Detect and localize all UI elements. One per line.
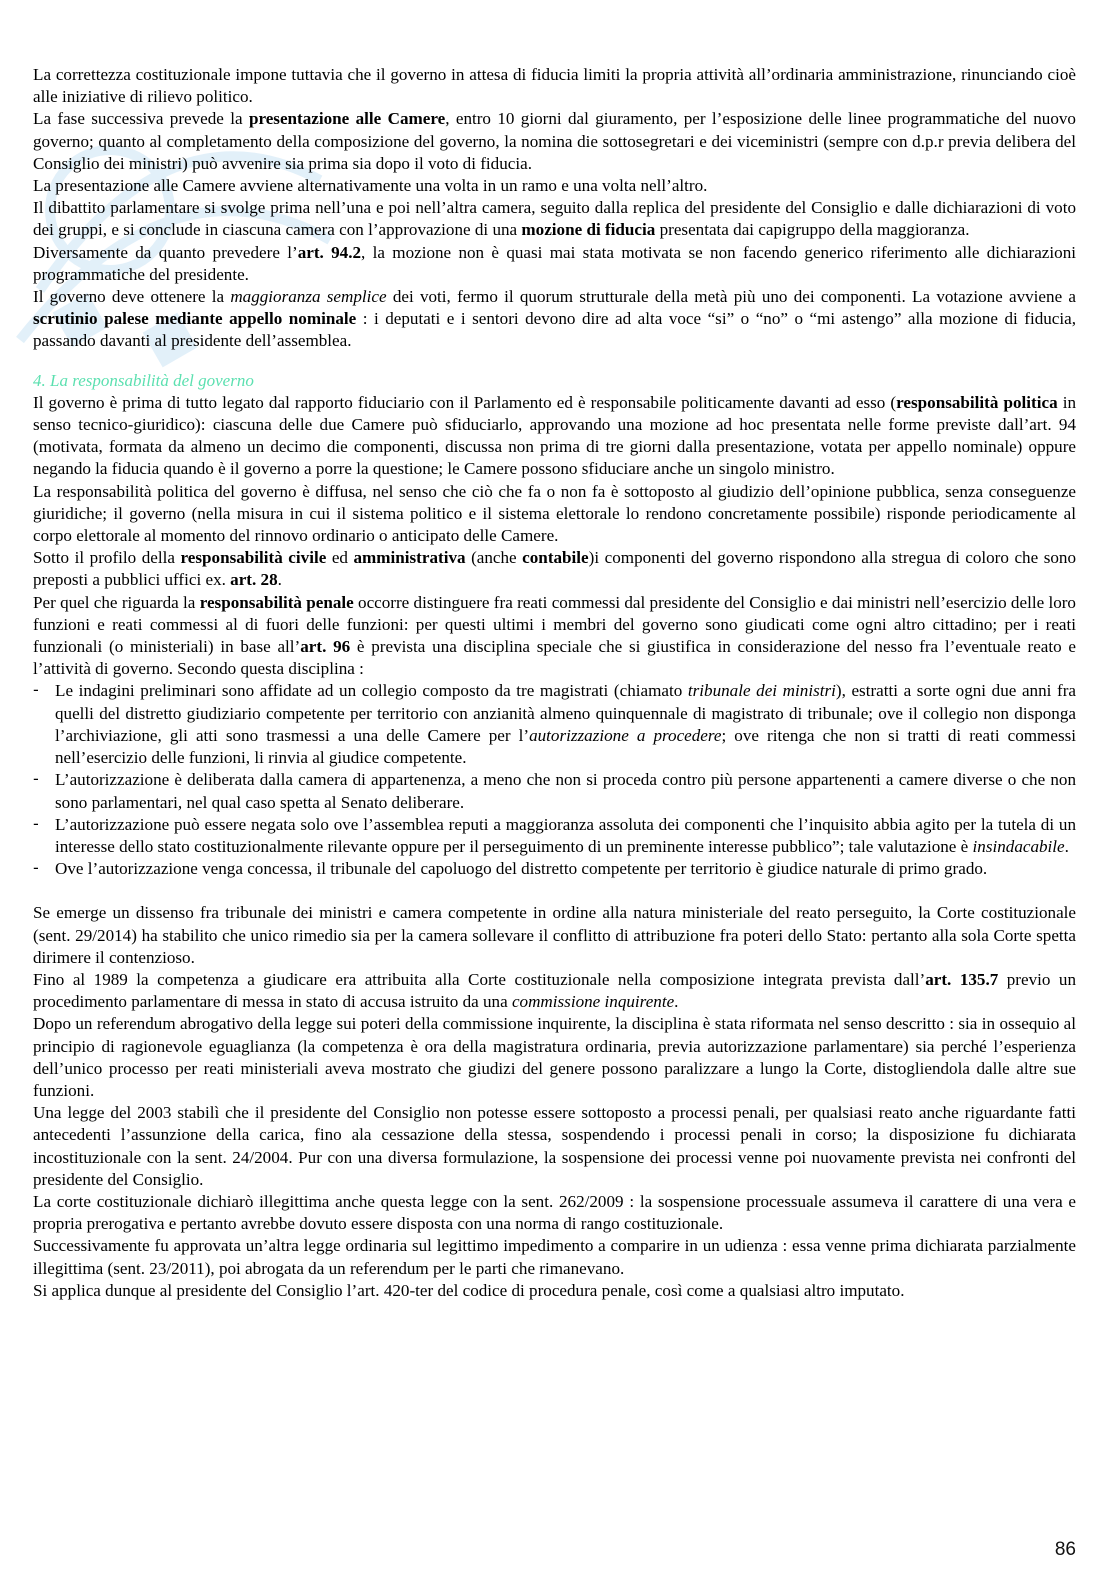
paragraph: Si applica dunque al presidente del Consiglio l’art. 420-ter del codice di procedura penale, così come a qualsiasi altro imputato. [33, 1280, 905, 1300]
list-item: - Ove l’autorizzazione venga concessa, il tribunale del capoluogo del distretto competente per territorio è giudice naturale di primo grado. [33, 858, 1076, 880]
paragraph: Il governo deve ottenere la maggioranza semplice dei voti, fermo il quorum strutturale della metà più uno dei componenti. La votazione avviene a scrutinio palese mediante appello nominale : i deputati e i sentori devono dire ad alta voce “si” o “no” o “mi astengo” alla mozione di fiducia, passando davanti al presidente dell’assemblea. [33, 287, 1076, 351]
bullet-list [33, 680, 1076, 880]
paragraph: Il governo è prima di tutto legato dal rapporto fiduciario con il Parlamento ed è responsabile politicamente davanti ad esso (responsabilità politica in senso tecnico-giuridico): ciascuna delle due Camere può sfiduciarlo, approvando una mozione ad hoc presentata nelle forme previste dall’art. 94 (motivata, formata da almeno un decimo die componenti, discussa non prima di tre giorni dalla presentazione, votata per appello nominale) oppure negando la fiducia quando è il governo a porre la questione; le Camere possono sfiduciare anche un singolo ministro. [33, 392, 1077, 479]
paragraph: Dopo un referendum abrogativo della legge sui poteri della commissione inquirente, la disciplina è stata riformata nel senso descritto : sia in ossequio al principio di ragionevole eguaglianza (la competenza è ora della magistratura ordinaria, previa autorizzazione parlamentare) sia perché l’esperienza dell’unico processo per reati ministeriali aveva mostrato che giudizi del genere possono paralizzare a lungo la Corte, distogliendola dalle altre sue funzioni. [33, 1014, 1076, 1100]
paragraph: La corte costituzionale dichiarò illegittima anche questa legge con la sent. 262/2009 : la sospensione processuale assumeva il carattere di una vera e propria prerogativa e pertanto avrebbe dovuto essere disposta con una norma di rango costituzionale. [33, 1191, 1076, 1234]
paragraph: Fino al 1989 la competenza a giudicare era attribuita alla Corte costituzionale nella composizione integrata prevista dall’art. 135.7 previo un procedimento parlamentare di messa in stato di accusa istruito da una commissione inquirente. [33, 969, 1077, 1012]
list-item: - L’autorizzazione è deliberata dalla camera di appartenenza, a meno che non si proceda contro più persone appartenenti a camere diverse o che non sono parlamentari, nel qual caso spetta al Senato deliberare. [33, 769, 1076, 813]
paragraph: Per quel che riguarda la responsabilità penale occorre distinguere fra reati commessi dal presidente del Consiglio e dai ministri nell’esercizio delle loro funzioni e reati commessi al di fuori delle funzioni: per questi ultimi i membri del governo sono giudicati come ogni altro cittadino; per i reati funzionali (o ministeriali) in base all’art. 96 è prevista una disciplina speciale che si giustifica in considerazione del nesso fra l’eventuale reato e l’attività di governo. Secondo questa disciplina : [33, 592, 1076, 679]
spacer [33, 880, 1076, 902]
paragraph: La presentazione alle Camere avviene alternativamente una volta in un ramo e una volta nell’altro. [33, 176, 708, 196]
list-item: - L’autorizzazione può essere negata solo ove l’assemblea reputi a maggioranza assoluta dei componenti che l’inquisito abbia agito per la tutela di un interesse dello stato costituzionalmente rilevante oppure per il perseguimento di un preminente interesse pubblico”; tale valutazione è insindacabile. [33, 814, 1076, 858]
paragraph: La correttezza costituzionale impone tuttavia che il governo in attesa di fiducia limiti la propria attività all’ordinaria amministrazione, rinunciando cioè alle iniziative di rilievo politico. [33, 65, 1076, 107]
section-heading: 4. La responsabilità del governo [33, 370, 254, 390]
paragraph: Diversamente da quanto prevedere l’art. 94.2, la mozione non è quasi mai stata motivata se non facendo generico riferimento alle dichiarazioni programmatiche del presidente. [33, 242, 1076, 284]
document-body [33, 64, 1076, 1302]
paragraph: La responsabilità politica del governo è diffusa, nel senso che ciò che fa o non fa è sottoposto al giudizio dell’opinione pubblica, senza conseguenze giuridiche; il governo (nella misura in cui il sistema politico e il sistema elettorale lo rendono concretamente possibile) risponde periodicamente al corpo elettorale al momento del rinnovo ordinario o anticipato delle Camere. [33, 481, 1076, 546]
paragraph: Sotto il profilo della responsabilità civile ed amministrativa (anche contabile)i componenti del governo rispondono alla stregua di coloro che sono preposti a pubblici uffici ex. art. 28. [33, 548, 1076, 590]
page-number: 86 [1054, 1539, 1076, 1560]
paragraph: La fase successiva prevede la presentazione alle Camere, entro 10 giorni dal giuramento, per l’esposizione delle linee programmatiche del nuovo governo; quanto al completamento della composizione del governo, la nomina die sottosegretari e dei viceministri (sempre con d.p.r previa delibera del Consiglio dei ministri) può avvenire sia prima sia dopo il voto di fiducia. [33, 109, 1076, 173]
paragraph: Una legge del 2003 stabilì che il presidente del Consiglio non potesse essere sottoposto a processi penali, per qualsiasi reato anche riguardante fatti antecedenti l’assunzione della carica, fino ala cessazione della stessa, sospendendo i processi penali in corso; la disposizione fu dichiarata incostituzionale con la sent. 24/2004. Pur con una diversa formulazione, la sospensione dei processi venne poi nuovamente prevista nei confronti del presidente del Consiglio. [33, 1103, 1076, 1189]
paragraph: Se emerge un dissenso fra tribunale dei ministri e camera competente in ordine alla natura ministeriale del reato perseguito, la Corte costituzionale (sent. 29/2014) ha stabilito che unico rimedio sia per la camera sollevare il conflitto di attribuzione fra poteri dello Stato: pertanto alla sola Corte spetta dirimere il contenzioso. [33, 903, 1076, 967]
paragraph: Il dibattito parlamentare si svolge prima nell’una e poi nell’altra camera, seguito dalla replica del presidente del Consiglio e dalle dichiarazioni di voto dei gruppi, e si conclude in ciascuna camera con l’approvazione di una mozione di fiducia presentata dai capigruppo della maggioranza. [33, 198, 1076, 240]
paragraph: Successivamente fu approvata un’altra legge ordinaria sul legittimo impedimento a comparire in un udienza : essa venne prima dichiarata parzialmente illegittima (sent. 23/2011), poi abrogata da un referendum per le parti che rimanevano. [33, 1236, 1076, 1278]
list-item: - Le indagini preliminari sono affidate ad un collegio composto da tre magistrati (chiamato tribunale dei ministri), estratti a sorte ogni due anni fra quelli del distretto giudiziario competente per territorio con anzianità almeno quinquennale di magistrato di tribunale; ove il collegio non disponga l’archiviazione, gli atti sono trasmessi a una delle Camere per l’autorizzazione a procedere; ove ritenga che non si tratti di reati commessi nell’esercizio delle funzioni, li rinvia al giudice competente. [33, 680, 1076, 769]
